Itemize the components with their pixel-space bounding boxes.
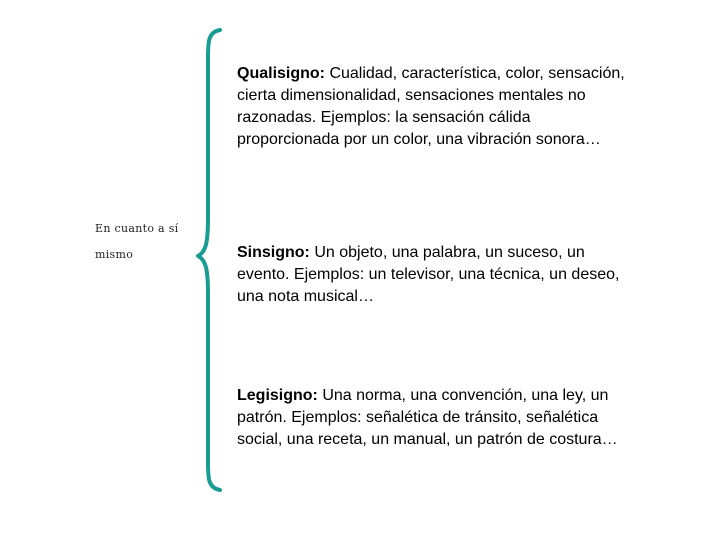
term-sinsigno: Sinsigno:: [237, 244, 310, 261]
side-label-line-1: En cuanto a sí: [95, 222, 179, 235]
desc-legisigno: Una norma, una convención, una ley, un patrón. Ejemplos: señalética de tránsito, señalética social, una receta, un manual, un patrón de costura…: [237, 387, 618, 448]
desc-qualisigno: Cualidad, característica, color, sensación, cierta dimensionalidad, sensaciones mentales no razonadas. Ejemplos: la sensación cálida proporcionada por un color, una vibración sonora…: [237, 65, 625, 148]
term-legisigno: Legisigno:: [237, 387, 318, 404]
side-label-line-2: mismo: [95, 248, 134, 261]
curly-brace-path: [198, 30, 220, 490]
term-qualisigno: Qualisigno:: [237, 65, 325, 82]
desc-sinsigno: Un objeto, una palabra, un suceso, un evento. Ejemplos: un televisor, una técnica, un deseo, una nota musical…: [237, 244, 620, 305]
definition-sinsigno: [237, 242, 637, 308]
curly-brace-icon: [196, 28, 226, 492]
definition-qualisigno: [237, 63, 637, 151]
definition-legisigno: [237, 385, 637, 451]
